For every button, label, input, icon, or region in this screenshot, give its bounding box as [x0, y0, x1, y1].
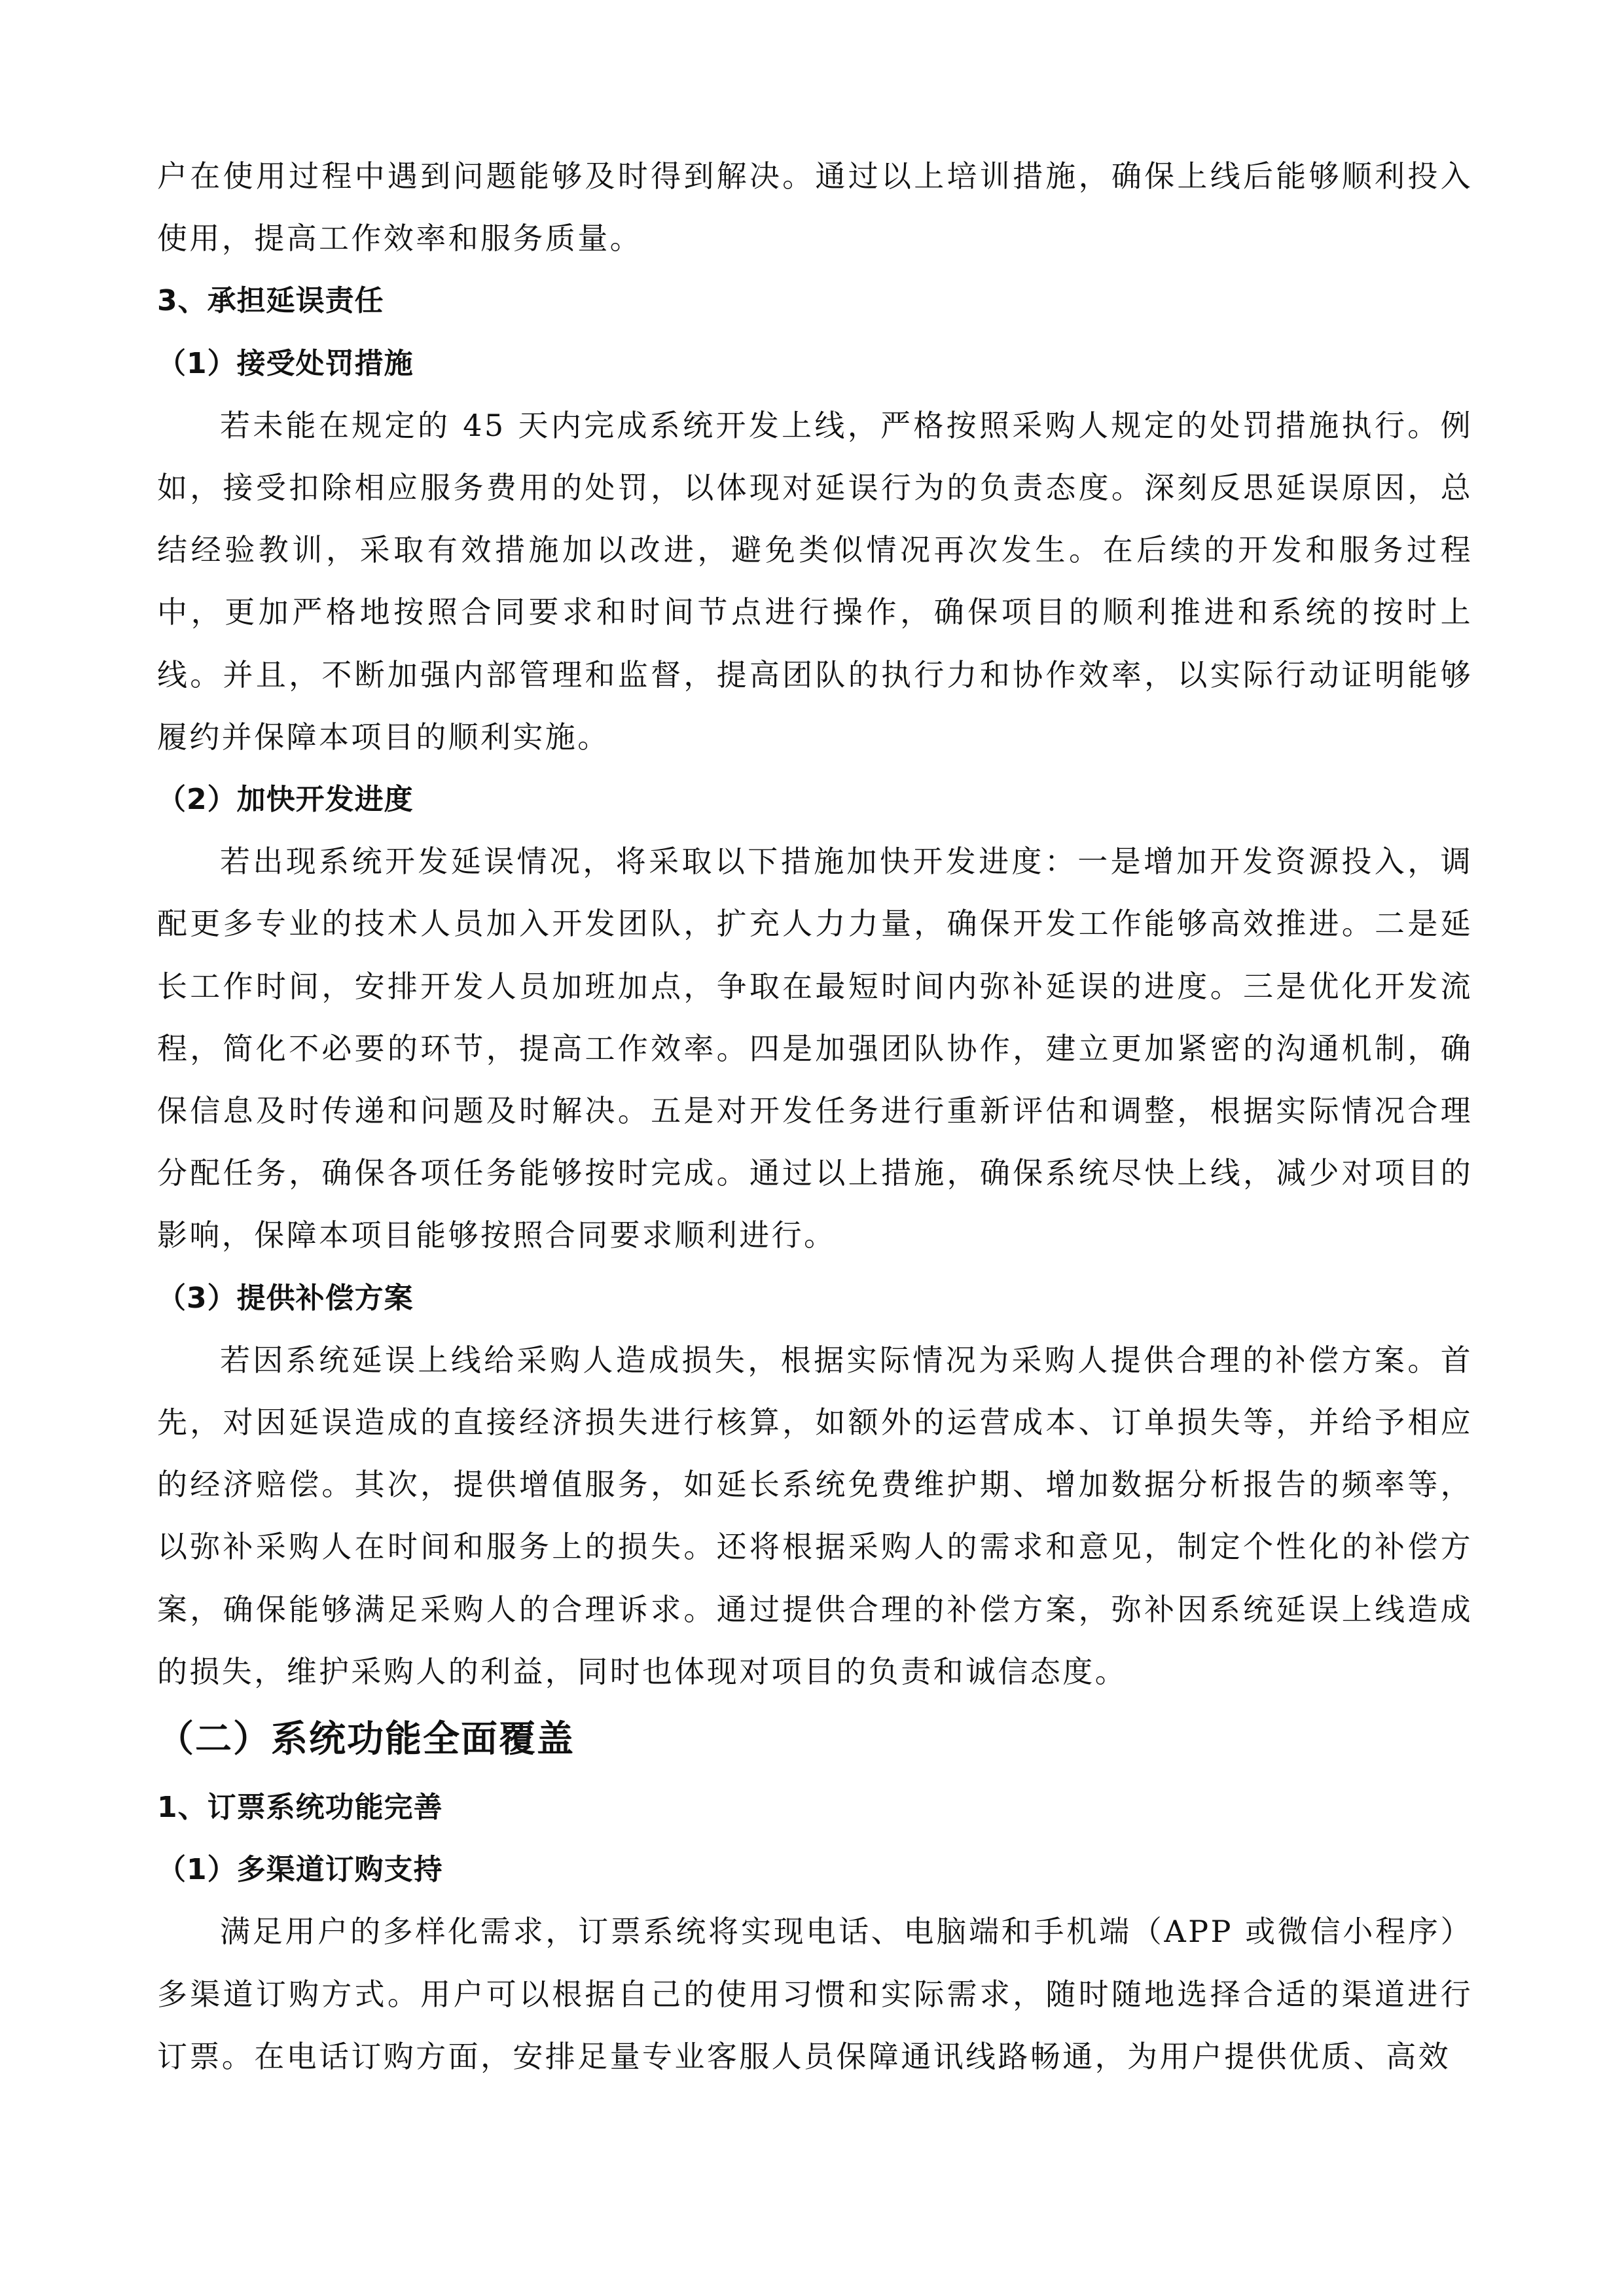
document-page [157, 145, 1473, 2088]
section-heading-ticketing: 1、订票系统功能完善 [157, 1791, 443, 1825]
subheading-penalty: （1）接受处罚措施 [157, 346, 414, 380]
paragraph-speed-up: 若出现系统开发延误情况，将采取以下措施加快开发进度：一是增加开发资源投入，调配更多专业的技术人员加入开发团队，扩充人力力量，确保开发工作能够高效推进。二是延长工作时间，安排开发人员加班加点，争取在最短时间内弥补延误的进度。三是优化开发流程，简化不必要的环节，提高工作效率。四是加强团队协作，建立更加紧密的沟通机制，确保信息及时传递和问题及时解决。五是对开发任务进行重新评估和调整，根据实际情况合理分配任务，确保各项任务能够按时完成。通过以上措施，确保系统尽快上线，减少对项目的影响，保障本项目能够按照合同要求顺利进行。 [157, 844, 1473, 1253]
chapter-heading-function-coverage: （二）系统功能全面覆盖 [157, 1718, 575, 1761]
paragraph-continuation: 户在使用过程中遇到问题能够及时得到解决。通过以上培训措施，确保上线后能够顺利投入使用，提高工作效率和服务质量。 [157, 158, 1473, 257]
paragraph-compensation: 若因系统延误上线给采购人造成损失，根据实际情况为采购人提供合理的补偿方案。首先，对因延误造成的直接经济损失进行核算，如额外的运营成本、订单损失等，并给予相应的经济赔偿。其次，提供增值服务，如延长系统免费维护期、增加数据分析报告的频率等，以弥补采购人在时间和服务上的损失。还将根据采购人的需求和意见，制定个性化的补偿方案，确保能够满足采购人的合理诉求。通过提供合理的补偿方案，弥补因系统延误上线造成的损失，维护采购人的利益，同时也体现对项目的负责和诚信态度。 [157, 1342, 1473, 1689]
paragraph-penalty: 若未能在规定的 45 天内完成系统开发上线，严格按照采购人规定的处罚措施执行。例如，接受扣除相应服务费用的处罚，以体现对延误行为的负责态度。深刻反思延误原因，总结经验教训，采取有效措施加以改进，避免类似情况再次发生。在后续的开发和服务过程中，更加严格地按照合同要求和时间节点进行操作，确保项目的顺利推进和系统的按时上线。并且，不断加强内部管理和监督，提高团队的执行力和协作效率，以实际行动证明能够履约并保障本项目的顺利实施。 [157, 407, 1473, 755]
subheading-compensation: （3）提供补偿方案 [157, 1281, 414, 1315]
subheading-speed-up: （2）加快开发进度 [157, 783, 414, 817]
section-heading-delay-responsibility: 3、承担延误责任 [157, 284, 384, 318]
subheading-multichannel: （1）多渠道订购支持 [157, 1853, 443, 1887]
paragraph-multichannel: 满足用户的多样化需求，订票系统将实现电话、电脑端和手机端（APP 或微信小程序）多渠道订购方式。用户可以根据自己的使用习惯和实际需求，随时随地选择合适的渠道进行订票。在电话订购方面，安排足量专业客服人员保障通讯线路畅通，为用户提供优质、高效 [157, 1914, 1473, 2074]
